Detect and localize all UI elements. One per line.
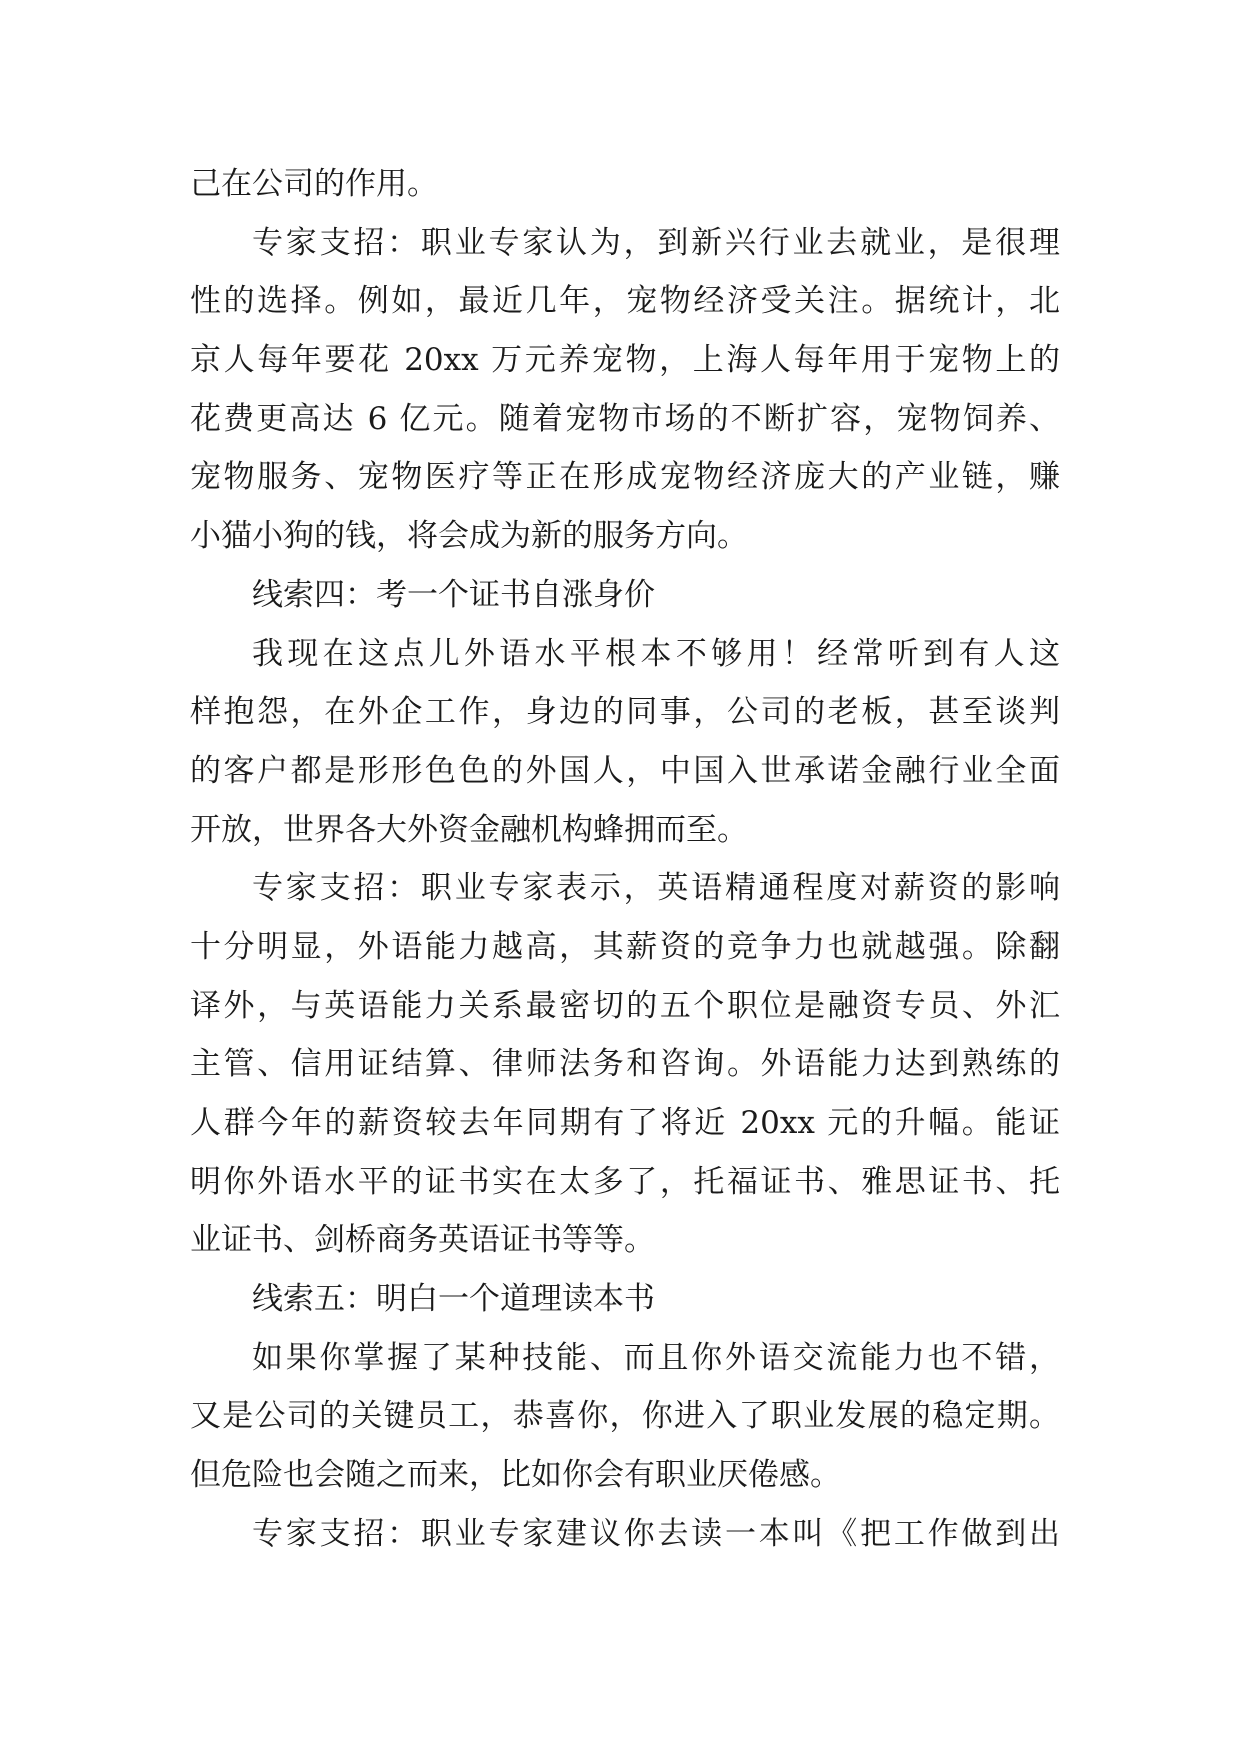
text-line: 但危险也会随之而来，比如你会有职业厌倦感。 [190, 1457, 841, 1494]
text-line: 性的选择。例如，最近几年，宠物经济受关注。据统计，北 [190, 283, 1060, 320]
text-line: 线索五：明白一个道理读本书 [252, 1281, 655, 1318]
document-body-text [190, 155, 1060, 1564]
text-line: 专家支招：职业专家认为，到新兴行业去就业，是很理 [252, 224, 1060, 261]
text-line: 十分明显，外语能力越高，其薪资的竞争力也就越强。除翻 [190, 928, 1060, 965]
text-line: 己在公司的作用。 [190, 166, 438, 202]
text-line: 我现在这点儿外语水平根本不够用！经常听到有人这 [252, 635, 1060, 672]
text-line: 样抱怨，在外企工作，身边的同事，公司的老板，甚至谈判 [190, 694, 1060, 731]
text-line: 又是公司的关键员工，恭喜你，你进入了职业发展的稳定期。 [190, 1398, 1060, 1435]
text-line: 线索四：考一个证书自涨身价 [252, 576, 655, 613]
text-line: 人群今年的薪资较去年同期有了将近 20xx 元的升幅。能证 [190, 1105, 1060, 1141]
text-line: 业证书、剑桥商务英语证书等等。 [190, 1222, 655, 1259]
text-line: 主管、信用证结算、律师法务和咨询。外语能力达到熟练的 [190, 1046, 1060, 1083]
text-line: 译外，与英语能力关系最密切的五个职位是融资专员、外汇 [190, 987, 1060, 1024]
text-line: 小猫小狗的钱，将会成为新的服务方向。 [190, 518, 748, 555]
text-line: 京人每年要花 20xx 万元养宠物，上海人每年用于宠物上的 [190, 342, 1060, 379]
text-line: 开放，世界各大外资金融机构蜂拥而至。 [190, 811, 748, 848]
text-line: 如果你掌握了某种技能、而且你外语交流能力也不错， [252, 1339, 1060, 1376]
text-line: 花费更高达 6 亿元。随着宠物市场的不断扩容，宠物饲养、 [190, 400, 1060, 437]
text-line: 的客户都是形形色色的外国人，中国入世承诺金融行业全面 [190, 752, 1060, 789]
text-line: 明你外语水平的证书实在太多了，托福证书、雅思证书、托 [190, 1163, 1060, 1200]
text-line: 宠物服务、宠物医疗等正在形成宠物经济庞大的产业链，赚 [190, 459, 1060, 496]
text-line: 专家支招：职业专家建议你去读一本叫《把工作做到出 [252, 1515, 1060, 1552]
text-line: 专家支招：职业专家表示，英语精通程度对薪资的影响 [252, 870, 1060, 907]
